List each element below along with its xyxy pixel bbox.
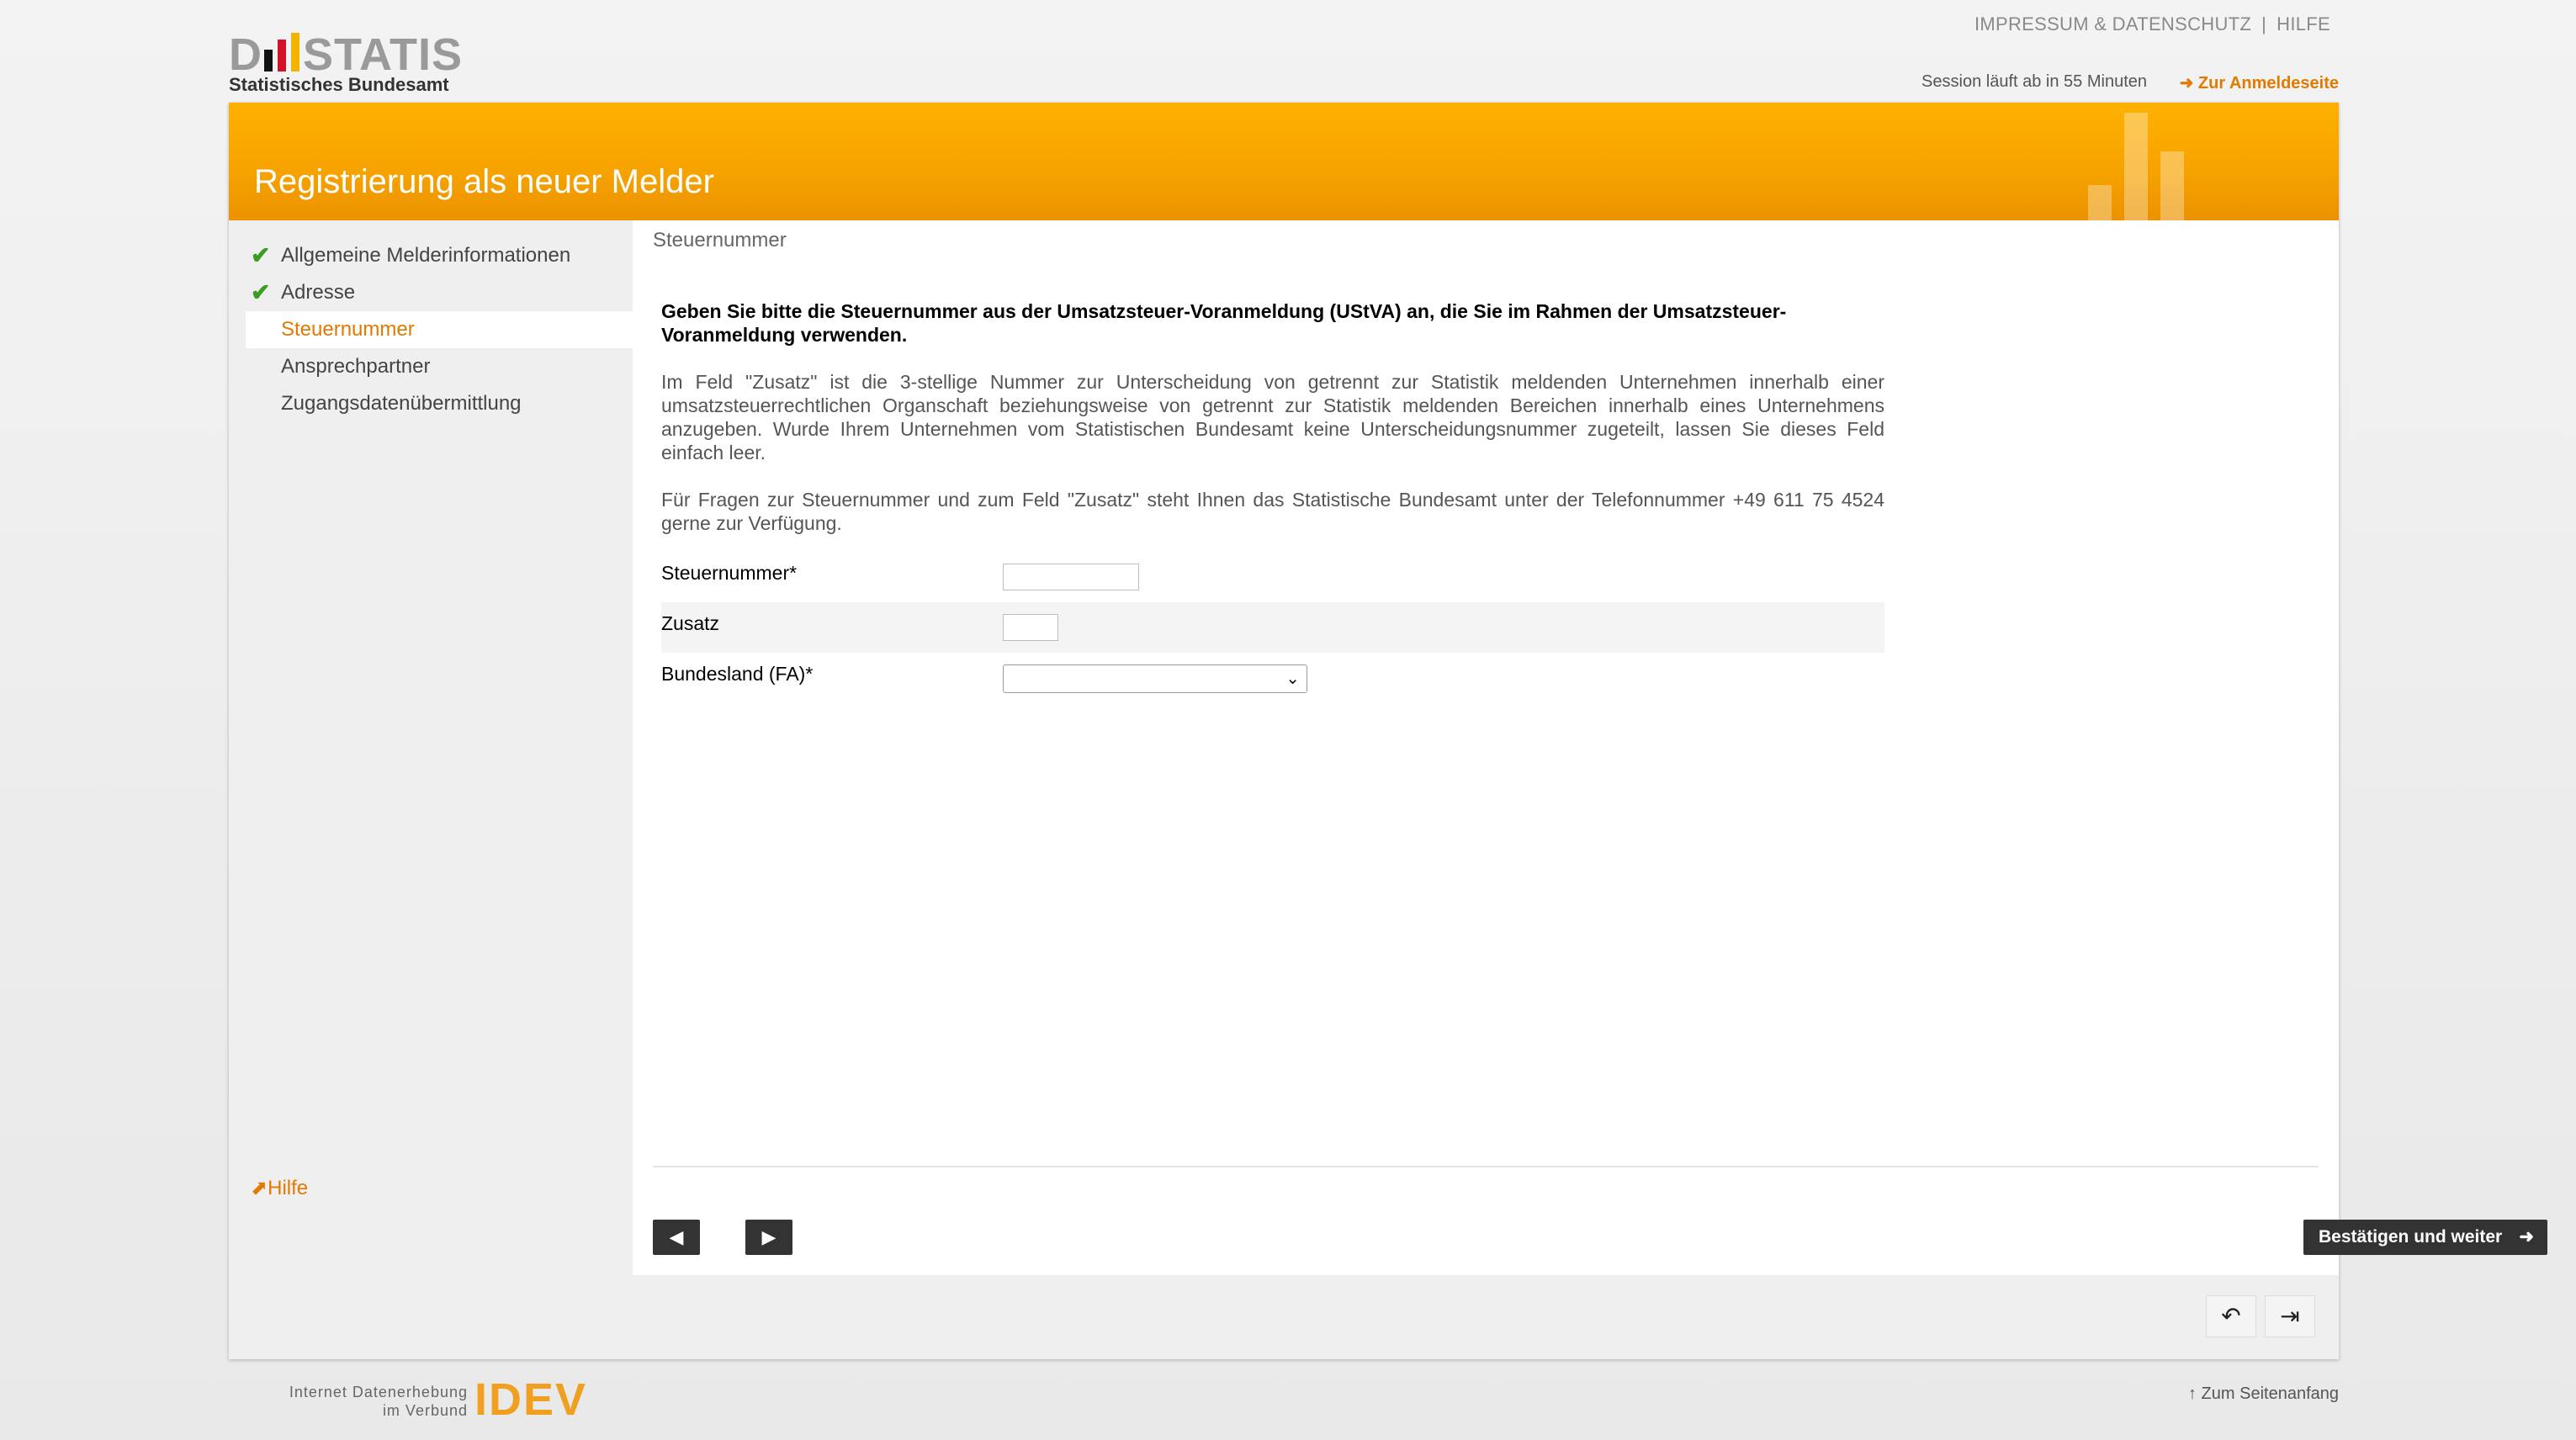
chevron-down-icon: ⌄ [1285,670,1300,688]
title-banner [229,103,2339,220]
logo-subtitle: Statistisches Bundesamt [229,74,449,95]
undo-icon: ↶ [2221,1303,2241,1329]
form-row-steuernummer [661,552,1884,602]
nav-item-ansprechpartner[interactable] [246,348,633,385]
reset-button[interactable] [2206,1295,2256,1337]
logo-flag-bars [264,36,301,71]
idev-tagline-line: Internet Datenerhebung [289,1384,468,1400]
info-paragraph: Im Feld "Zusatz" ist die 3-stellige Nummer zur Unterscheidung von getrennt zur Statistik meldenden Unternehmen innerhalb einer umsatzsteuerrechtlichen Organschaft beziehungsweise von getrennt zur Statistik meldenden Bereichen innerhalb eines Unternehmens anzugeben. Wurde Ihrem Unternehmen vom Statistischen Bundesamt keine Unterscheidungsnummer zugeteilt, lassen Sie dieses Feld einfach leer. [661,371,1884,463]
main-frame [229,103,2534,1359]
exit-icon: ⇥ [2280,1303,2300,1329]
steuernummer-label: Steuernummer* [661,562,798,584]
nav-item-melderinformationen[interactable] [246,237,633,274]
previous-button[interactable]: ◀ [653,1220,700,1255]
destatis-logo[interactable] [229,30,481,101]
idev-tagline [268,1383,468,1420]
arrow-right-icon: ➜ [2519,1227,2534,1247]
page-title: Registrierung als neuer Melder [254,163,714,200]
nav-item-label: Ansprechpartner [281,355,431,378]
content-panel [633,220,2534,1275]
check-icon: ✔ [251,279,271,305]
steuernummer-input[interactable] [1003,564,1139,590]
form-row-zusatz [661,602,1884,653]
banner-decor-bar [2160,151,2184,220]
bundesland-select[interactable] [1003,664,1307,693]
section-title: Steuernummer [653,229,787,251]
logo-text: STATIS [303,29,463,80]
nav-item-label: Zugangsdatenübermittlung [281,392,522,415]
form-row-bundesland [661,653,1884,703]
next-button[interactable]: ▶ [745,1220,792,1255]
content-divider [653,1166,2319,1167]
impressum-link[interactable]: IMPRESSUM & DATENSCHUTZ [1974,13,2252,34]
idev-tagline-line: im Verbund [382,1402,468,1419]
contact-paragraph: Für Fragen zur Steuernummer und zum Feld "Zusatz" steht Ihnen das Statistische Bundesamt unter der Telefonnummer +49 611 75 4524 gerne zur Verfügung. [661,489,1884,534]
nav-item-steuernummer[interactable] [246,311,633,348]
logo-wordmark [229,30,463,79]
top-links [1969,13,2335,35]
step-navigation [246,237,633,422]
nav-item-zugangsdaten[interactable] [246,385,633,422]
idev-logo: IDEV [474,1374,588,1425]
banner-decor-bar [2088,185,2112,220]
bundesland-label: Bundesland (FA)* [661,663,814,685]
zusatz-input[interactable] [1003,614,1058,641]
session-timer: Session läuft ab in 55 Minuten [1921,72,2147,91]
logo-letter: D [229,29,262,80]
link-separator: | [2261,13,2267,34]
confirm-continue-button[interactable] [2303,1220,2547,1255]
nav-item-label: Allgemeine Melderinformationen [281,244,571,267]
zusatz-label: Zusatz [661,612,720,634]
logout-button[interactable] [2265,1295,2315,1337]
lead-text: Geben Sie bitte die Steuernummer aus der Umsatzsteuer-Voranmeldung (UStVA) an, die Sie im Rahmen der Umsatzsteuer-Voranmeldung verwenden. [661,300,1787,346]
help-link[interactable]: ⬈Hilfe [251,1177,309,1199]
login-page-link[interactable]: ➜ Zur Anmeldeseite [2179,74,2339,93]
confirm-label: Bestätigen und weiter [2319,1227,2503,1247]
nav-item-label: Steuernummer [281,318,415,341]
banner-decor-bar [2124,113,2148,220]
check-icon: ✔ [251,242,271,268]
nav-item-label: Adresse [281,281,356,304]
hilfe-top-link[interactable]: HILFE [2277,13,2330,34]
back-to-top-link[interactable]: ↑ Zum Seitenanfang [2188,1384,2339,1403]
nav-item-adresse[interactable] [246,274,633,311]
